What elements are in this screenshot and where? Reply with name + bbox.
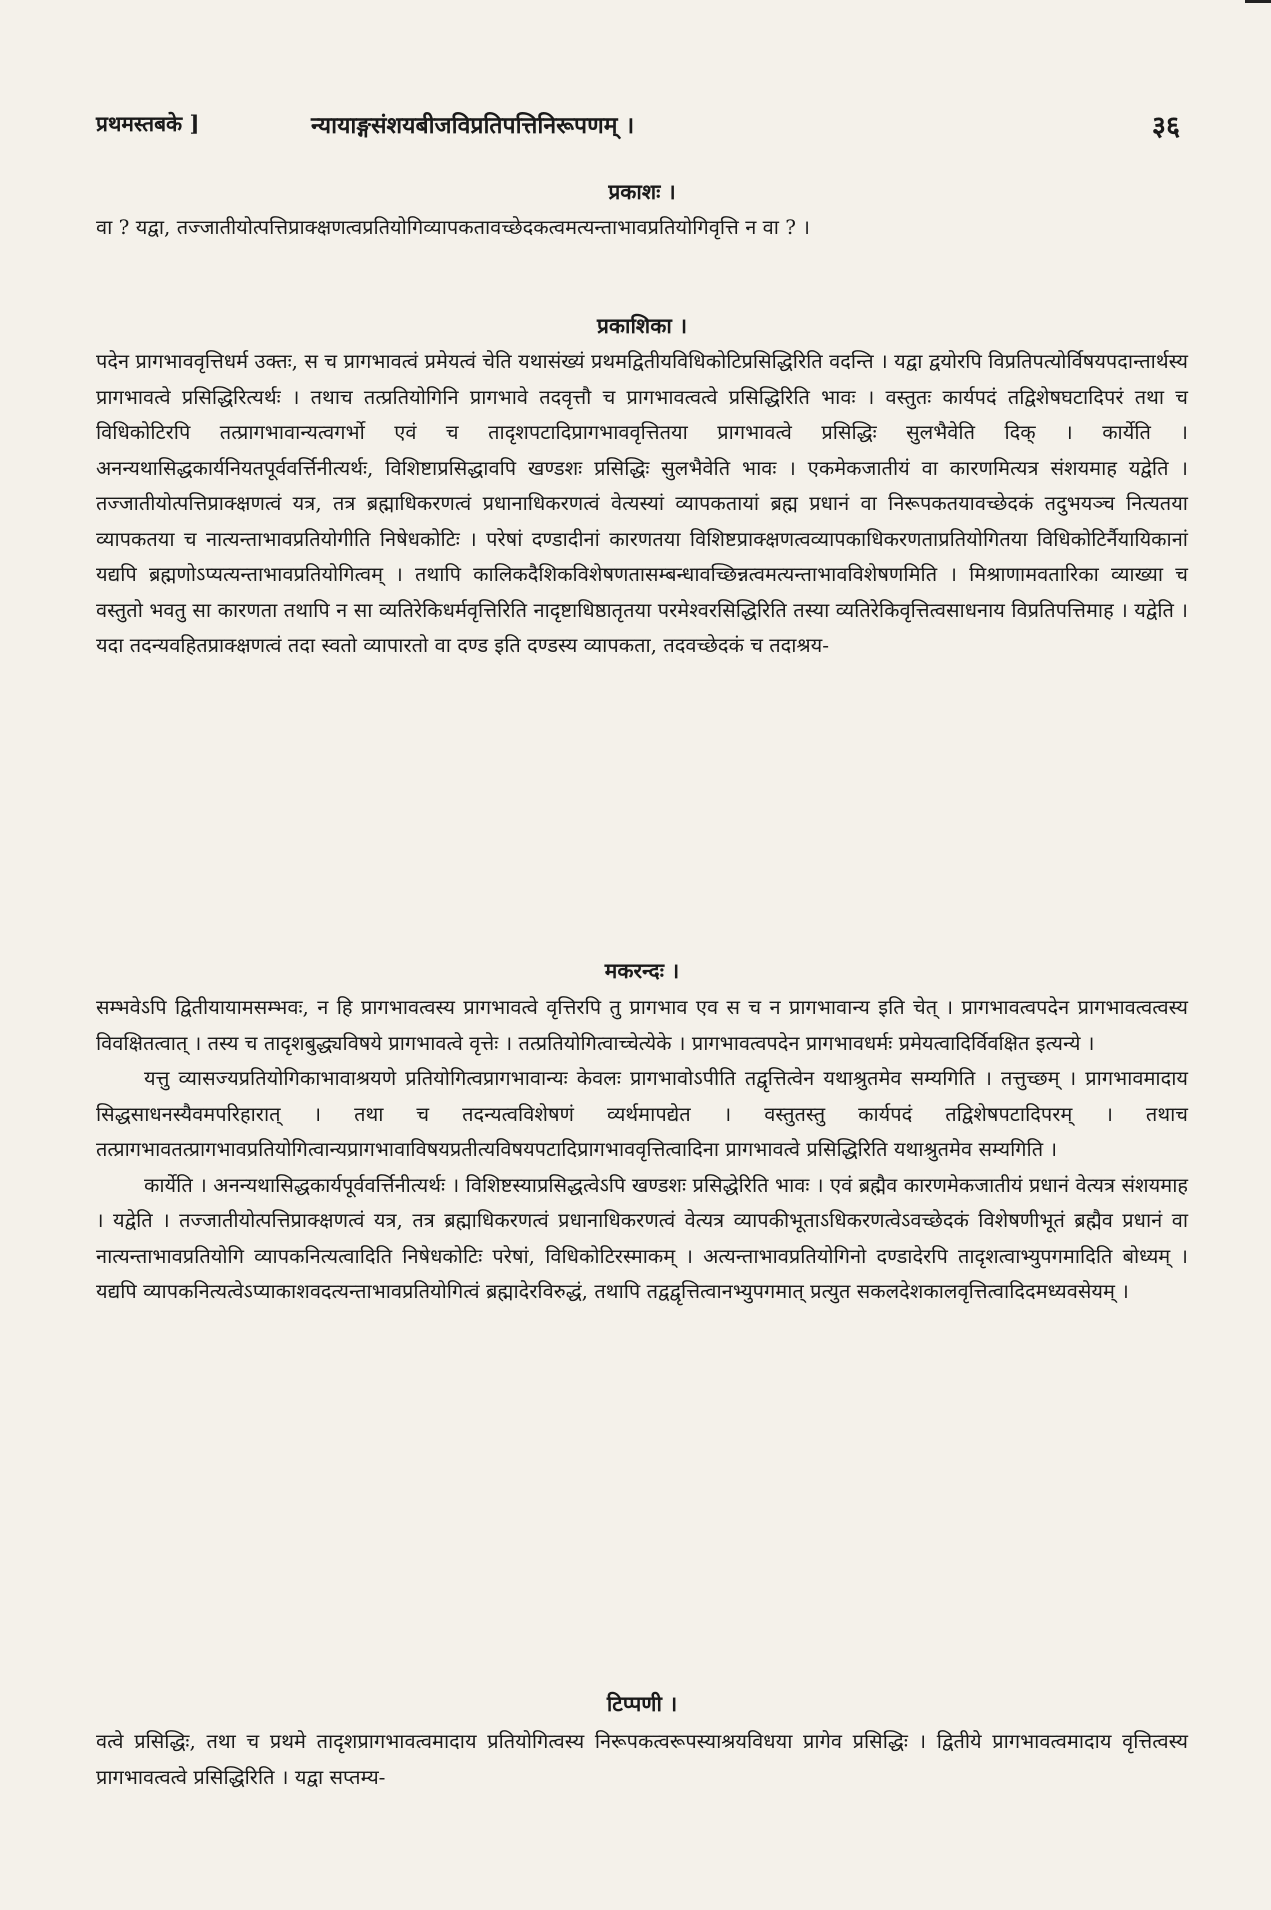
makaranda-text (96, 990, 1188, 1310)
prakashika-text (96, 344, 1188, 664)
tippani-heading: टिप्पणी । (606, 1691, 678, 1716)
running-head (96, 104, 1188, 144)
paragraph: कार्येति । अनन्यथासिद्धकार्यपूर्ववर्त्तिनीत्यर्थः । विशिष्टस्याप्रसिद्धत्वेऽपि खण्डशः प्रसिद्धेरिति भावः । एवं ब्रह्मैव कारणमेकजातीयं प्रधानं वेत्यत्र संशयमाह । यद्वेति । तज्जातीयोत्पत्तिप्राक्क्षणत्वं यत्र, तत्र ब्रह्माधिकरणत्वं प्रधानाधिकरणत्वं वेत्यत्र व्यापकीभूताऽधिकरणत्वेऽवच्छेदकं विशेषणीभूतं ब्रह्मैव प्रधानं वा नात्यन्ताभावप्रतियोगि व्यापकनित्यत्वादिति निषेधकोटिः परेषां, विधिकोटिरस्माकम् । अत्यन्ताभावप्रतियोगिनो दण्डादेरपि तादृशत्वाभ्युपगमादिति बोध्यम् । यद्यपि व्यापकनित्यत्वेऽप्याकाशवदत्यन्ताभावप्रतियोगित्वं ब्रह्मादेरविरुद्धं, तथापि तद्वद्वृत्तित्वानभ्युपगमात् प्रत्युत सकलदेशकालवृत्तित्वादिदमध्यवसेयम् । (96, 1172, 1188, 1303)
page-number: ३६ (1151, 111, 1180, 142)
paragraph: यत्तु व्यासज्यप्रतियोगिकाभावाश्रयणे प्रतियोगित्वप्रागभावान्यः केवलः प्रागभावोऽपीति तद्वृत्तित्वेन यथाश्रुतमेव सम्यगिति । तत्तुच्छम् । प्रागभावमादाय सिद्धसाधनस्यैवमपरिहारात् । तथा च तदन्यत्वविशेषणं व्यर्थमापद्येत । वस्तुतस्तु कार्यपदं तद्विशेषपटादिपरम् । तथाच तत्प्रागभावतत्प्रागभावप्रतियोगित्वान्यप्रागभावाविषयप्रतीत्यविषयपटादिप्रागभाववृत्तित्वादिना प्रागभावत्वे प्रसिद्धिरिति यथाश्रुतमेव सम्यगिति । (96, 1066, 1188, 1161)
page-edge-mark (1245, 0, 1271, 13)
prakasha-heading: प्रकाशः । (608, 179, 676, 204)
running-head-section: प्रथमस्तबके ] (96, 111, 200, 136)
paragraph: पदेन प्रागभाववृत्तिधर्म उक्तः, स च प्रागभावत्वं प्रमेयत्वं चेति यथासंख्यं प्रथमद्वितीयविधिकोटिप्रसिद्धिरिति वदन्ति । यद्वा द्वयोरपि विप्रतिपत्योर्विषयपदान्तार्थस्य प्रागभावत्वे प्रसिद्धिरित्यर्थः । तथाच तत्प्रतियोगिनि प्रागभावे तदवृत्तौ च प्रागभावत्वत्वे प्रसिद्धिरिति भावः । वस्तुतः कार्यपदं तद्विशेषघटादिपरं तथा च विधिकोटिरपि तत्प्रागभावान्यत्वगर्भो एवं च तादृशपटादिप्रागभाववृत्तितया प्रागभावत्वे प्रसिद्धिः सुलभैवेति दिक् । कार्येति । अनन्यथासिद्धकार्यनियतपूर्ववर्त्तिनीत्यर्थः, विशिष्टाप्रसिद्धावपि खण्डशः प्रसिद्धिः सुलभैवेति भावः । एकमेकजातीयं वा कारणमित्यत्र संशयमाह यद्वेति । तज्जातीयोत्पत्तिप्राक्क्षणत्वं यत्र, तत्र ब्रह्माधिकरणत्वं प्रधानाधिकरणत्वं वेत्यस्यां व्यापकतायां ब्रह्म प्रधानं वा निरूपकतयावच्छेदकं तदुभयञ्च नित्यतया व्यापकतया च नात्यन्ताभावप्रतियोगीति निषेधकोटिः । परेषां दण्डादीनां कारणतया विशिष्टप्राक्क्षणत्वव्यापकाधिकरणताप्रतियोगितया विधिकोटिर्नैयायिकानां यद्यपि ब्रह्मणोऽप्यत्यन्ताभावप्रतियोगित्वम् । तथापि कालिकदैशिकविशेषणतासम्बन्धावच्छिन्नत्वमत्यन्ताभावविशेषणमिति । मिश्राणामवतारिका व्याख्या च वस्तुतो भवतु सा कारणता तथापि न सा व्यतिरेकिधर्मवृत्तिरिति नादृष्टाधिष्ठातृतया परमेश्वरसिद्धिरिति तस्या व्यतिरेकिवृत्तित्वसाधनाय विप्रतिपत्तिमाह । यद्वेति । यदा तदन्यवहितप्राक्क्षणत्वं तदा स्वतो व्यापारतो वा दण्ड इति दण्डस्य व्यापकता, तदवच्छेदकं च तदाश्रय- (96, 349, 1188, 657)
running-head-title: न्यायाङ्गसंशयबीजविप्रतिपत्तिनिरूपणम् । (311, 112, 635, 139)
paragraph: सम्भवेऽपि द्वितीयायामसम्भवः, न हि प्रागभावत्वस्य प्रागभावत्वे वृत्तिरपि तु प्रागभाव एव स च न प्रागभावान्य इति चेत् । प्रागभावत्वपदेन प्रागभावत्वत्वस्य विवक्षितत्वात् । तस्य च तादृशबुद्ध्यविषये प्रागभावत्वे वृत्तेः । तत्प्रतियोगित्वाच्चेत्येके । प्रागभावत्वपदेन प्रागभावधर्मः प्रमेयत्वादिर्विवक्षित इत्यन्ये । (96, 995, 1188, 1055)
prakasha-text (96, 210, 1188, 246)
prakashika-heading: प्रकाशिका । (596, 313, 688, 338)
paragraph: वा ? यद्वा, तज्जातीयोत्पत्तिप्राक्क्षणत्वप्रतियोगिव्यापकतावच्छेदकत्वमत्यन्ताभावप्रतियोगिवृत्ति न वा ? । (96, 215, 810, 239)
tippani-text (96, 1724, 1188, 1795)
paragraph: वत्वे प्रसिद्धिः, तथा च प्रथमे तादृशप्रागभावत्वमादाय प्रतियोगित्वस्य निरूपकत्वरूपस्याश्रयविधया प्रागेव प्रसिद्धिः । द्वितीये प्रागभावत्वमादाय वृत्तित्वस्य प्रागभावत्वत्वे प्रसिद्धिरिति । यद्वा सप्तम्य- (96, 1729, 1188, 1789)
makaranda-heading: मकरन्दः । (604, 958, 680, 983)
book-page (96, 0, 1188, 1910)
